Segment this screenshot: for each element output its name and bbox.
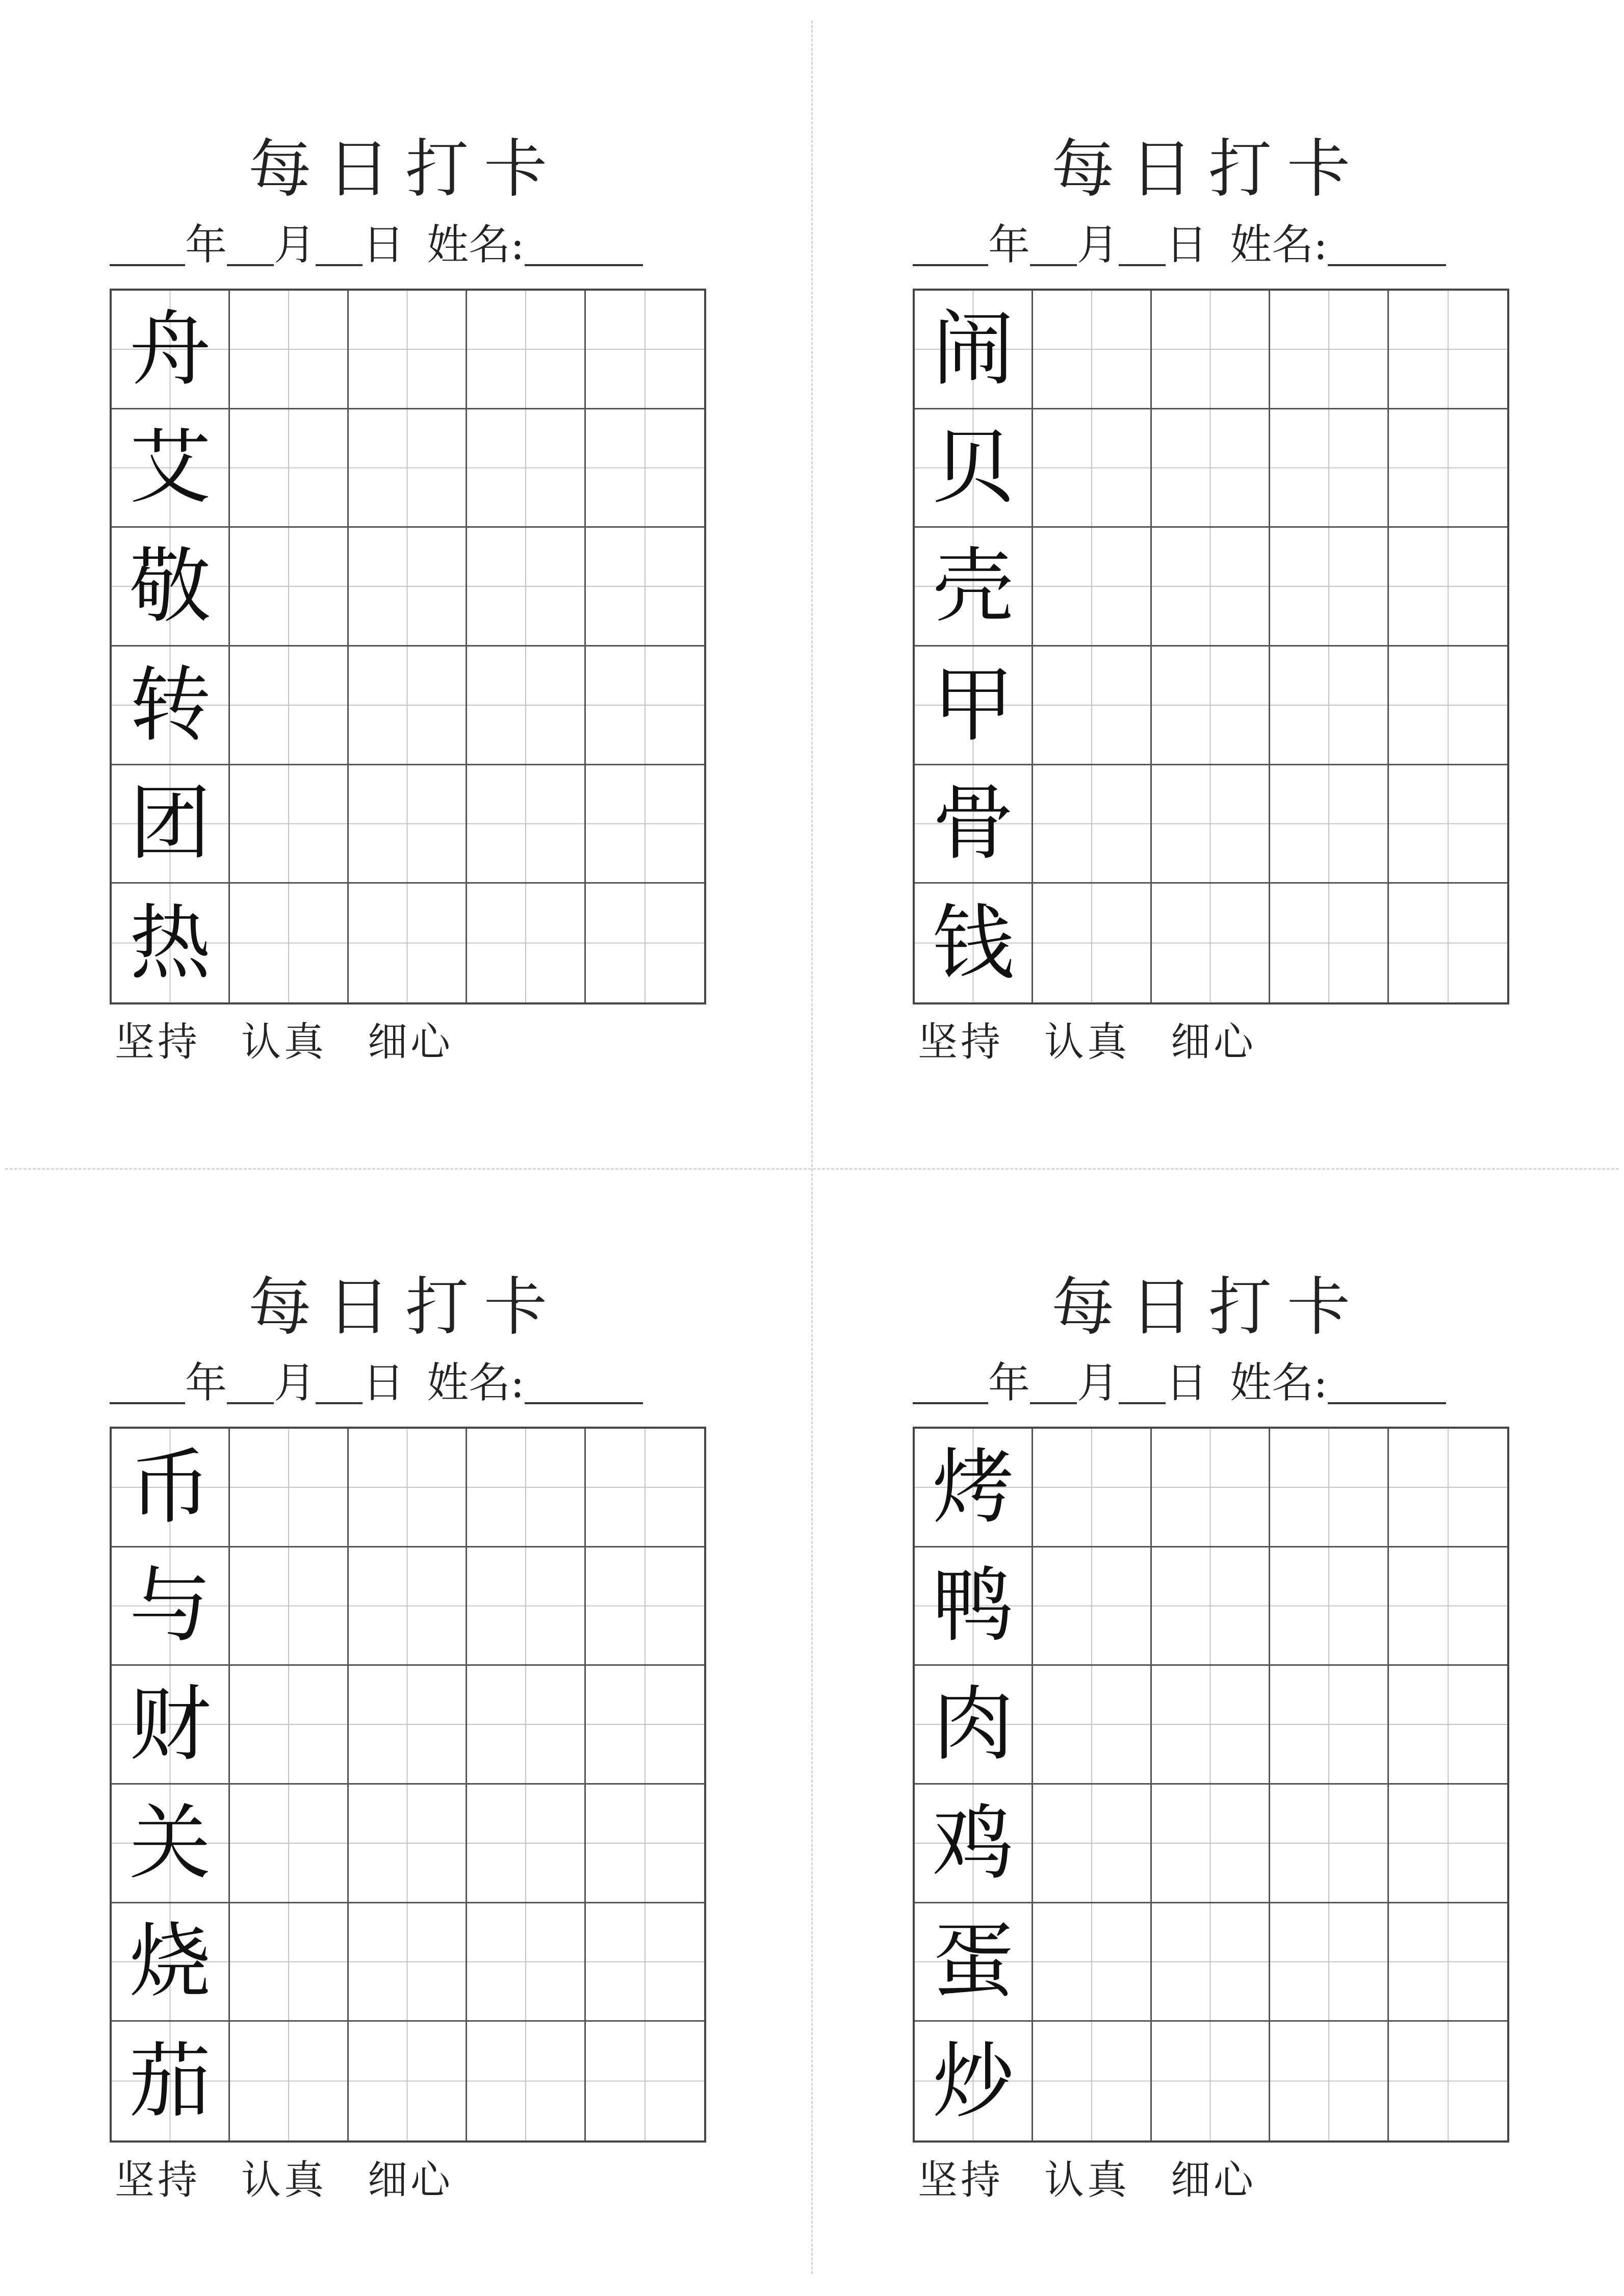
- practice-cell[interactable]: [1152, 1903, 1270, 2022]
- practice-cell[interactable]: [1152, 884, 1270, 1002]
- name-label: 姓名:: [427, 221, 525, 269]
- practice-cell[interactable]: [1389, 884, 1507, 1002]
- model-character: 炒: [932, 2033, 1014, 2129]
- practice-cell[interactable]: [349, 1903, 467, 2022]
- motto-word: 细心: [368, 1019, 454, 1065]
- year-label: 年: [988, 1359, 1030, 1407]
- model-character: 骨: [932, 776, 1014, 871]
- practice-cell[interactable]: [467, 291, 585, 409]
- practice-cell[interactable]: [1033, 1903, 1151, 2022]
- practice-cell[interactable]: [349, 1785, 467, 1903]
- month-label: 月: [1077, 221, 1119, 269]
- motto-word: 认真: [241, 2157, 327, 2203]
- practice-card: [110, 0, 721, 1065]
- name-label: 姓名:: [427, 1359, 525, 1407]
- practice-cell[interactable]: [586, 2022, 704, 2140]
- practice-cell[interactable]: [586, 647, 704, 765]
- model-character-cell: [915, 2022, 1033, 2140]
- practice-cell[interactable]: [467, 884, 585, 1002]
- month-label: 月: [274, 1359, 316, 1407]
- model-character: 币: [129, 1439, 211, 1535]
- practice-cell[interactable]: [349, 1666, 467, 1785]
- model-character-cell: [915, 765, 1033, 884]
- practice-cell[interactable]: [1033, 291, 1151, 409]
- practice-cell[interactable]: [1389, 409, 1507, 528]
- model-character: 茄: [129, 2033, 211, 2129]
- model-character-cell: [112, 647, 230, 765]
- date-name-line: [913, 1359, 1446, 1407]
- year-label: 年: [988, 221, 1030, 269]
- practice-cell[interactable]: [586, 291, 704, 409]
- practice-cell[interactable]: [467, 1429, 585, 1547]
- practice-cell[interactable]: [467, 1666, 585, 1785]
- practice-cell[interactable]: [586, 765, 704, 884]
- practice-cell[interactable]: [1389, 1429, 1507, 1547]
- model-character: 肉: [932, 1676, 1014, 1772]
- model-character-cell: [112, 1903, 230, 2022]
- practice-cell[interactable]: [230, 1903, 348, 2022]
- name-label: 姓名:: [1230, 1359, 1328, 1407]
- practice-cell[interactable]: [586, 1903, 704, 2022]
- practice-cell[interactable]: [1270, 291, 1388, 409]
- practice-cell[interactable]: [467, 409, 585, 528]
- model-character-cell: [112, 2022, 230, 2140]
- month-label: 月: [1077, 1359, 1119, 1407]
- motto-word: 认真: [1044, 2157, 1130, 2203]
- model-character: 财: [129, 1676, 211, 1772]
- practice-cell[interactable]: [467, 1785, 585, 1903]
- model-character-cell: [112, 1785, 230, 1903]
- practice-cell[interactable]: [1270, 884, 1388, 1002]
- name-blank[interactable]: [1328, 227, 1446, 266]
- date-name-line: [913, 221, 1446, 269]
- month-label: 月: [274, 221, 316, 269]
- model-character: 壳: [932, 538, 1014, 634]
- motto-word: 细心: [1171, 1019, 1257, 1065]
- practice-card: [110, 1138, 721, 2203]
- model-character-cell: [915, 1785, 1033, 1903]
- practice-cell[interactable]: [349, 2022, 467, 2140]
- model-character-cell: [112, 1429, 230, 1547]
- model-character: 鸭: [932, 1558, 1014, 1654]
- model-character: 烤: [932, 1439, 1014, 1535]
- practice-cell[interactable]: [230, 1547, 348, 1666]
- year-label: 年: [185, 1359, 227, 1407]
- model-character-cell: [915, 884, 1033, 1002]
- day-label: 日: [1166, 221, 1208, 269]
- card-title: 每日打卡: [248, 1271, 562, 1344]
- model-character-cell: [915, 409, 1033, 528]
- practice-cell[interactable]: [230, 409, 348, 528]
- year-blank[interactable]: [913, 227, 988, 266]
- practice-cell[interactable]: [349, 647, 467, 765]
- practice-cell[interactable]: [1270, 765, 1388, 884]
- practice-cell[interactable]: [230, 528, 348, 647]
- model-character: 贝: [932, 420, 1014, 515]
- practice-cell[interactable]: [467, 765, 585, 884]
- day-blank[interactable]: [316, 1365, 363, 1404]
- practice-cell[interactable]: [230, 1666, 348, 1785]
- month-blank[interactable]: [227, 227, 274, 266]
- practice-cell[interactable]: [1033, 884, 1151, 1002]
- model-character-cell: [915, 1429, 1033, 1547]
- model-character-cell: [112, 765, 230, 884]
- practice-cell[interactable]: [1152, 1547, 1270, 1666]
- practice-cell[interactable]: [586, 528, 704, 647]
- model-character-cell: [112, 291, 230, 409]
- practice-cell[interactable]: [1389, 647, 1507, 765]
- writing-grid: [913, 289, 1509, 1004]
- practice-cell[interactable]: [1152, 1666, 1270, 1785]
- practice-cell[interactable]: [1389, 291, 1507, 409]
- practice-cell[interactable]: [1152, 409, 1270, 528]
- practice-cell[interactable]: [1270, 2022, 1388, 2140]
- practice-cell[interactable]: [586, 1547, 704, 1666]
- model-character: 闹: [932, 301, 1014, 397]
- model-character: 舟: [129, 301, 211, 397]
- practice-cell[interactable]: [349, 291, 467, 409]
- practice-cell[interactable]: [1270, 1547, 1388, 1666]
- name-blank[interactable]: [1328, 1365, 1446, 1404]
- model-character: 关: [129, 1795, 211, 1891]
- date-name-line: [110, 221, 643, 269]
- card-title: 每日打卡: [1051, 133, 1365, 206]
- card-title: 每日打卡: [1051, 1271, 1365, 1344]
- practice-cell[interactable]: [1033, 647, 1151, 765]
- model-character-cell: [112, 409, 230, 528]
- motto-word: 坚持: [918, 1019, 1004, 1065]
- practice-cell[interactable]: [467, 1903, 585, 2022]
- day-label: 日: [363, 221, 405, 269]
- practice-cell[interactable]: [230, 1785, 348, 1903]
- year-blank[interactable]: [110, 1365, 185, 1404]
- practice-cell[interactable]: [586, 1785, 704, 1903]
- model-character-cell: [112, 884, 230, 1002]
- practice-cell[interactable]: [230, 291, 348, 409]
- model-character-cell: [915, 1547, 1033, 1666]
- model-character: 钱: [932, 895, 1014, 991]
- practice-cell[interactable]: [1033, 1547, 1151, 1666]
- model-character-cell: [915, 1666, 1033, 1785]
- month-blank[interactable]: [1030, 227, 1077, 266]
- model-character: 与: [129, 1558, 211, 1654]
- practice-cell[interactable]: [1389, 765, 1507, 884]
- practice-cell[interactable]: [1152, 291, 1270, 409]
- year-blank[interactable]: [913, 1365, 988, 1404]
- motto-line: [115, 1019, 494, 1065]
- month-blank[interactable]: [1030, 1365, 1077, 1404]
- model-character-cell: [112, 1666, 230, 1785]
- practice-cell[interactable]: [1389, 528, 1507, 647]
- practice-cell[interactable]: [230, 2022, 348, 2140]
- practice-cell[interactable]: [467, 2022, 585, 2140]
- model-character: 转: [129, 657, 211, 753]
- model-character: 艾: [129, 420, 211, 515]
- motto-word: 细心: [368, 2157, 454, 2203]
- practice-cell[interactable]: [1270, 409, 1388, 528]
- practice-cell[interactable]: [349, 528, 467, 647]
- day-label: 日: [363, 1359, 405, 1407]
- practice-cell[interactable]: [349, 765, 467, 884]
- practice-cell[interactable]: [230, 884, 348, 1002]
- year-label: 年: [185, 221, 227, 269]
- model-character-cell: [112, 528, 230, 647]
- practice-cell[interactable]: [1152, 2022, 1270, 2140]
- practice-card: [913, 0, 1525, 1065]
- practice-cell[interactable]: [1152, 765, 1270, 884]
- name-blank[interactable]: [525, 227, 643, 266]
- model-character-cell: [915, 291, 1033, 409]
- motto-line: [918, 1019, 1297, 1065]
- practice-cell[interactable]: [1152, 528, 1270, 647]
- model-character: 鸡: [932, 1795, 1014, 1891]
- practice-cell[interactable]: [467, 528, 585, 647]
- practice-cell[interactable]: [230, 647, 348, 765]
- practice-cell[interactable]: [1270, 528, 1388, 647]
- practice-cell[interactable]: [1033, 765, 1151, 884]
- practice-cell[interactable]: [349, 1547, 467, 1666]
- practice-cell[interactable]: [586, 1666, 704, 1785]
- practice-cell[interactable]: [467, 1547, 585, 1666]
- model-character-cell: [915, 528, 1033, 647]
- practice-cell[interactable]: [1033, 1785, 1151, 1903]
- writing-grid: [913, 1427, 1509, 2143]
- motto-word: 细心: [1171, 2157, 1257, 2203]
- practice-cell[interactable]: [1152, 1785, 1270, 1903]
- month-blank[interactable]: [227, 1365, 274, 1404]
- practice-card: [913, 1138, 1525, 2203]
- model-character: 热: [129, 895, 211, 991]
- model-character: 团: [129, 776, 211, 871]
- name-label: 姓名:: [1230, 221, 1328, 269]
- vertical-cut-line: [811, 20, 813, 2274]
- practice-cell[interactable]: [1389, 2022, 1507, 2140]
- motto-word: 坚持: [918, 2157, 1004, 2203]
- model-character: 蛋: [932, 1914, 1014, 2009]
- practice-cell[interactable]: [349, 409, 467, 528]
- practice-cell[interactable]: [349, 1429, 467, 1547]
- model-character-cell: [915, 1903, 1033, 2022]
- practice-cell[interactable]: [1033, 1429, 1151, 1547]
- day-label: 日: [1166, 1359, 1208, 1407]
- practice-cell[interactable]: [230, 1429, 348, 1547]
- practice-cell[interactable]: [1389, 1666, 1507, 1785]
- date-name-line: [110, 1359, 643, 1407]
- motto-line: [918, 2157, 1297, 2203]
- practice-cell[interactable]: [1152, 1429, 1270, 1547]
- practice-cell[interactable]: [1389, 1547, 1507, 1666]
- model-character: 敬: [129, 538, 211, 634]
- day-blank[interactable]: [1119, 1365, 1166, 1404]
- motto-word: 坚持: [115, 1019, 201, 1065]
- day-blank[interactable]: [1119, 227, 1166, 266]
- practice-cell[interactable]: [1389, 1903, 1507, 2022]
- practice-cell[interactable]: [1033, 2022, 1151, 2140]
- name-blank[interactable]: [525, 1365, 643, 1404]
- writing-grid: [110, 289, 706, 1004]
- practice-cell[interactable]: [230, 765, 348, 884]
- motto-word: 坚持: [115, 2157, 201, 2203]
- writing-grid: [110, 1427, 706, 2143]
- year-blank[interactable]: [110, 227, 185, 266]
- day-blank[interactable]: [316, 227, 363, 266]
- motto-line: [115, 2157, 494, 2203]
- practice-cell[interactable]: [1270, 1666, 1388, 1785]
- practice-cell[interactable]: [1033, 1666, 1151, 1785]
- practice-cell[interactable]: [467, 647, 585, 765]
- practice-cell[interactable]: [1152, 647, 1270, 765]
- model-character-cell: [112, 1547, 230, 1666]
- practice-cell[interactable]: [1270, 1903, 1388, 2022]
- practice-cell[interactable]: [1033, 409, 1151, 528]
- practice-cell[interactable]: [586, 1429, 704, 1547]
- model-character: 甲: [932, 657, 1014, 753]
- practice-cell[interactable]: [349, 884, 467, 1002]
- motto-word: 认真: [241, 1019, 327, 1065]
- practice-cell[interactable]: [586, 884, 704, 1002]
- practice-cell[interactable]: [1270, 647, 1388, 765]
- motto-word: 认真: [1044, 1019, 1130, 1065]
- model-character-cell: [915, 647, 1033, 765]
- practice-cell[interactable]: [1270, 1429, 1388, 1547]
- practice-cell[interactable]: [1270, 1785, 1388, 1903]
- practice-cell[interactable]: [586, 409, 704, 528]
- practice-cell[interactable]: [1033, 528, 1151, 647]
- card-title: 每日打卡: [248, 133, 562, 206]
- practice-cell[interactable]: [1389, 1785, 1507, 1903]
- model-character: 烧: [129, 1914, 211, 2009]
